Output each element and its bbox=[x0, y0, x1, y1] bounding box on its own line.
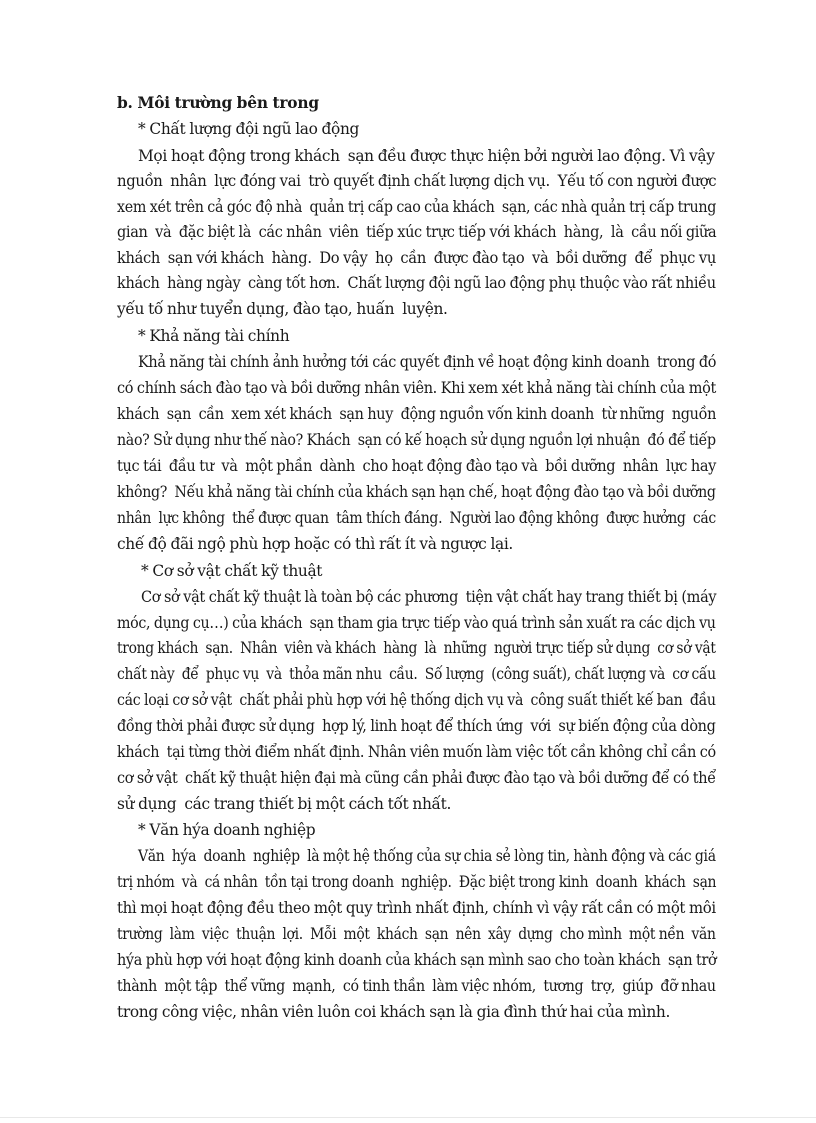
paragraph-line: gian và đặc biệt là các nhân viên tiếp xúc trực tiếp với khách hàng, là cầu nối giữa bbox=[117, 223, 717, 241]
paragraph-line: tục tái đầu tư và một phần dành cho hoạt động đào tạo và bồi dưỡng nhân lực hay bbox=[117, 457, 717, 475]
paragraph-line: không? Nếu khả năng tài chính của khách sạn hạn chế, hoạt động đào tạo và bồi dưỡng bbox=[117, 483, 716, 501]
paragraph-line: thành một tập thể vững mạnh, có tinh thần làm việc nhóm, tương trợ, giúp đỡ nhau bbox=[117, 977, 716, 995]
paragraph-line: chế độ đãi ngộ phù hợp hoặc có thì rất ít và ngược lại. bbox=[117, 535, 513, 553]
paragraph-line: khách sạn với khách hàng. Do vậy họ cần được đào tạo và bồi dưỡng để phục vụ bbox=[117, 249, 716, 267]
paragraph-line: móc, dụng cụ…) của khách sạn tham gia trực tiếp vào quá trình sản xuất ra các dịch vụ bbox=[117, 614, 716, 632]
paragraph-line: khách tại từng thời điểm nhất định. Nhân viên muốn làm việc tốt cần không chỉ cần có bbox=[117, 743, 716, 761]
paragraph-line: các loại cơ sở vật chất phải phù hợp với hệ thống dịch vụ và công suất thiết kế ban đầu bbox=[117, 691, 716, 709]
paragraph-line: khách sạn cần xem xét khách sạn huy động nguồn vốn kinh doanh từ những nguồn bbox=[117, 405, 717, 423]
paragraph-line: nào? Sử dụng như thế nào? Khách sạn có kế hoạch sử dụng nguồn lợi nhuận đó để tiếp bbox=[117, 431, 716, 449]
paragraph-line: xem xét trên cả góc độ nhà quản trị cấp cao của khách sạn, các nhà quản trị cấp trung bbox=[117, 198, 717, 216]
subsection-title: * Văn hýa doanh nghiệp bbox=[138, 821, 316, 839]
paragraph-line: thì mọi hoạt động đều theo một quy trình nhất định, chính vì vậy rất cần có một môi bbox=[117, 899, 716, 917]
page-bottom-divider bbox=[0, 1117, 816, 1118]
paragraph-line: đồng thời phải được sử dụng hợp lý, linh hoạt để thích ứng với sự biến động của dòng bbox=[117, 717, 716, 735]
section-heading: b. Môi trường bên trong bbox=[117, 94, 319, 112]
paragraph-line: nguồn nhân lực đóng vai trò quyết định chất lượng dịch vụ. Yếu tố con người được bbox=[117, 172, 717, 190]
paragraph-line: hýa phù hợp với hoạt động kinh doanh của khách sạn mình sao cho toàn khách sạn trở bbox=[117, 951, 717, 969]
paragraph-line: yếu tố như tuyển dụng, đào tạo, huấn luyện. bbox=[117, 300, 448, 318]
paragraph-line: chất này để phục vụ và thỏa mãn nhu cầu. Số lượng (công suất), chất lượng và cơ cấu bbox=[117, 665, 716, 683]
paragraph-line: trong công việc, nhân viên luôn coi khách sạn là gia đình thứ hai của mình. bbox=[117, 1003, 671, 1021]
subsection-title: * Khả năng tài chính bbox=[138, 327, 290, 345]
paragraph-line: trường làm việc thuận lợi. Mỗi một khách sạn nên xây dựng cho mình một nền văn bbox=[117, 925, 716, 943]
paragraph-line: sử dụng các trang thiết bị một cách tốt nhất. bbox=[117, 795, 451, 813]
paragraph-line: Cơ sở vật chất kỹ thuật là toàn bộ các phương tiện vật chất hay trang thiết bị (máy bbox=[141, 588, 717, 606]
paragraph-line: trong khách sạn. Nhân viên và khách hàng là những người trực tiếp sử dụng cơ sở vật bbox=[117, 639, 716, 657]
paragraph-line: trị nhóm và cá nhân tồn tại trong doanh nghiệp. Đặc biệt trong kinh doanh khách sạn bbox=[117, 873, 717, 891]
subsection-title: * Cơ sở vật chất kỹ thuật bbox=[141, 562, 323, 580]
paragraph-line: nhân lực không thể được quan tâm thích đáng. Người lao động không được hưởng các bbox=[117, 509, 716, 527]
paragraph-line: cơ sở vật chất kỹ thuật hiện đại mà cũng cần phải được đào tạo và bồi dưỡng để có thể bbox=[117, 769, 716, 787]
subsection-title: * Chất lượng đội ngũ lao động bbox=[138, 120, 360, 138]
paragraph-line: Khả năng tài chính ảnh hưởng tới các quyết định về hoạt động kinh doanh trong đó bbox=[138, 353, 717, 371]
paragraph-line: khách hàng ngày càng tốt hơn. Chất lượng đội ngũ lao động phụ thuộc vào rất nhiều bbox=[117, 274, 716, 292]
paragraph-line: có chính sách đào tạo và bồi dưỡng nhân viên. Khi xem xét khả năng tài chính của một bbox=[117, 379, 716, 397]
paragraph-line: Văn hýa doanh nghiệp là một hệ thống của sự chia sẻ lòng tin, hành động và các giá bbox=[138, 847, 716, 865]
paragraph-line: Mọi hoạt động trong khách sạn đều được thực hiện bởi người lao động. Vì vậy bbox=[138, 147, 715, 165]
